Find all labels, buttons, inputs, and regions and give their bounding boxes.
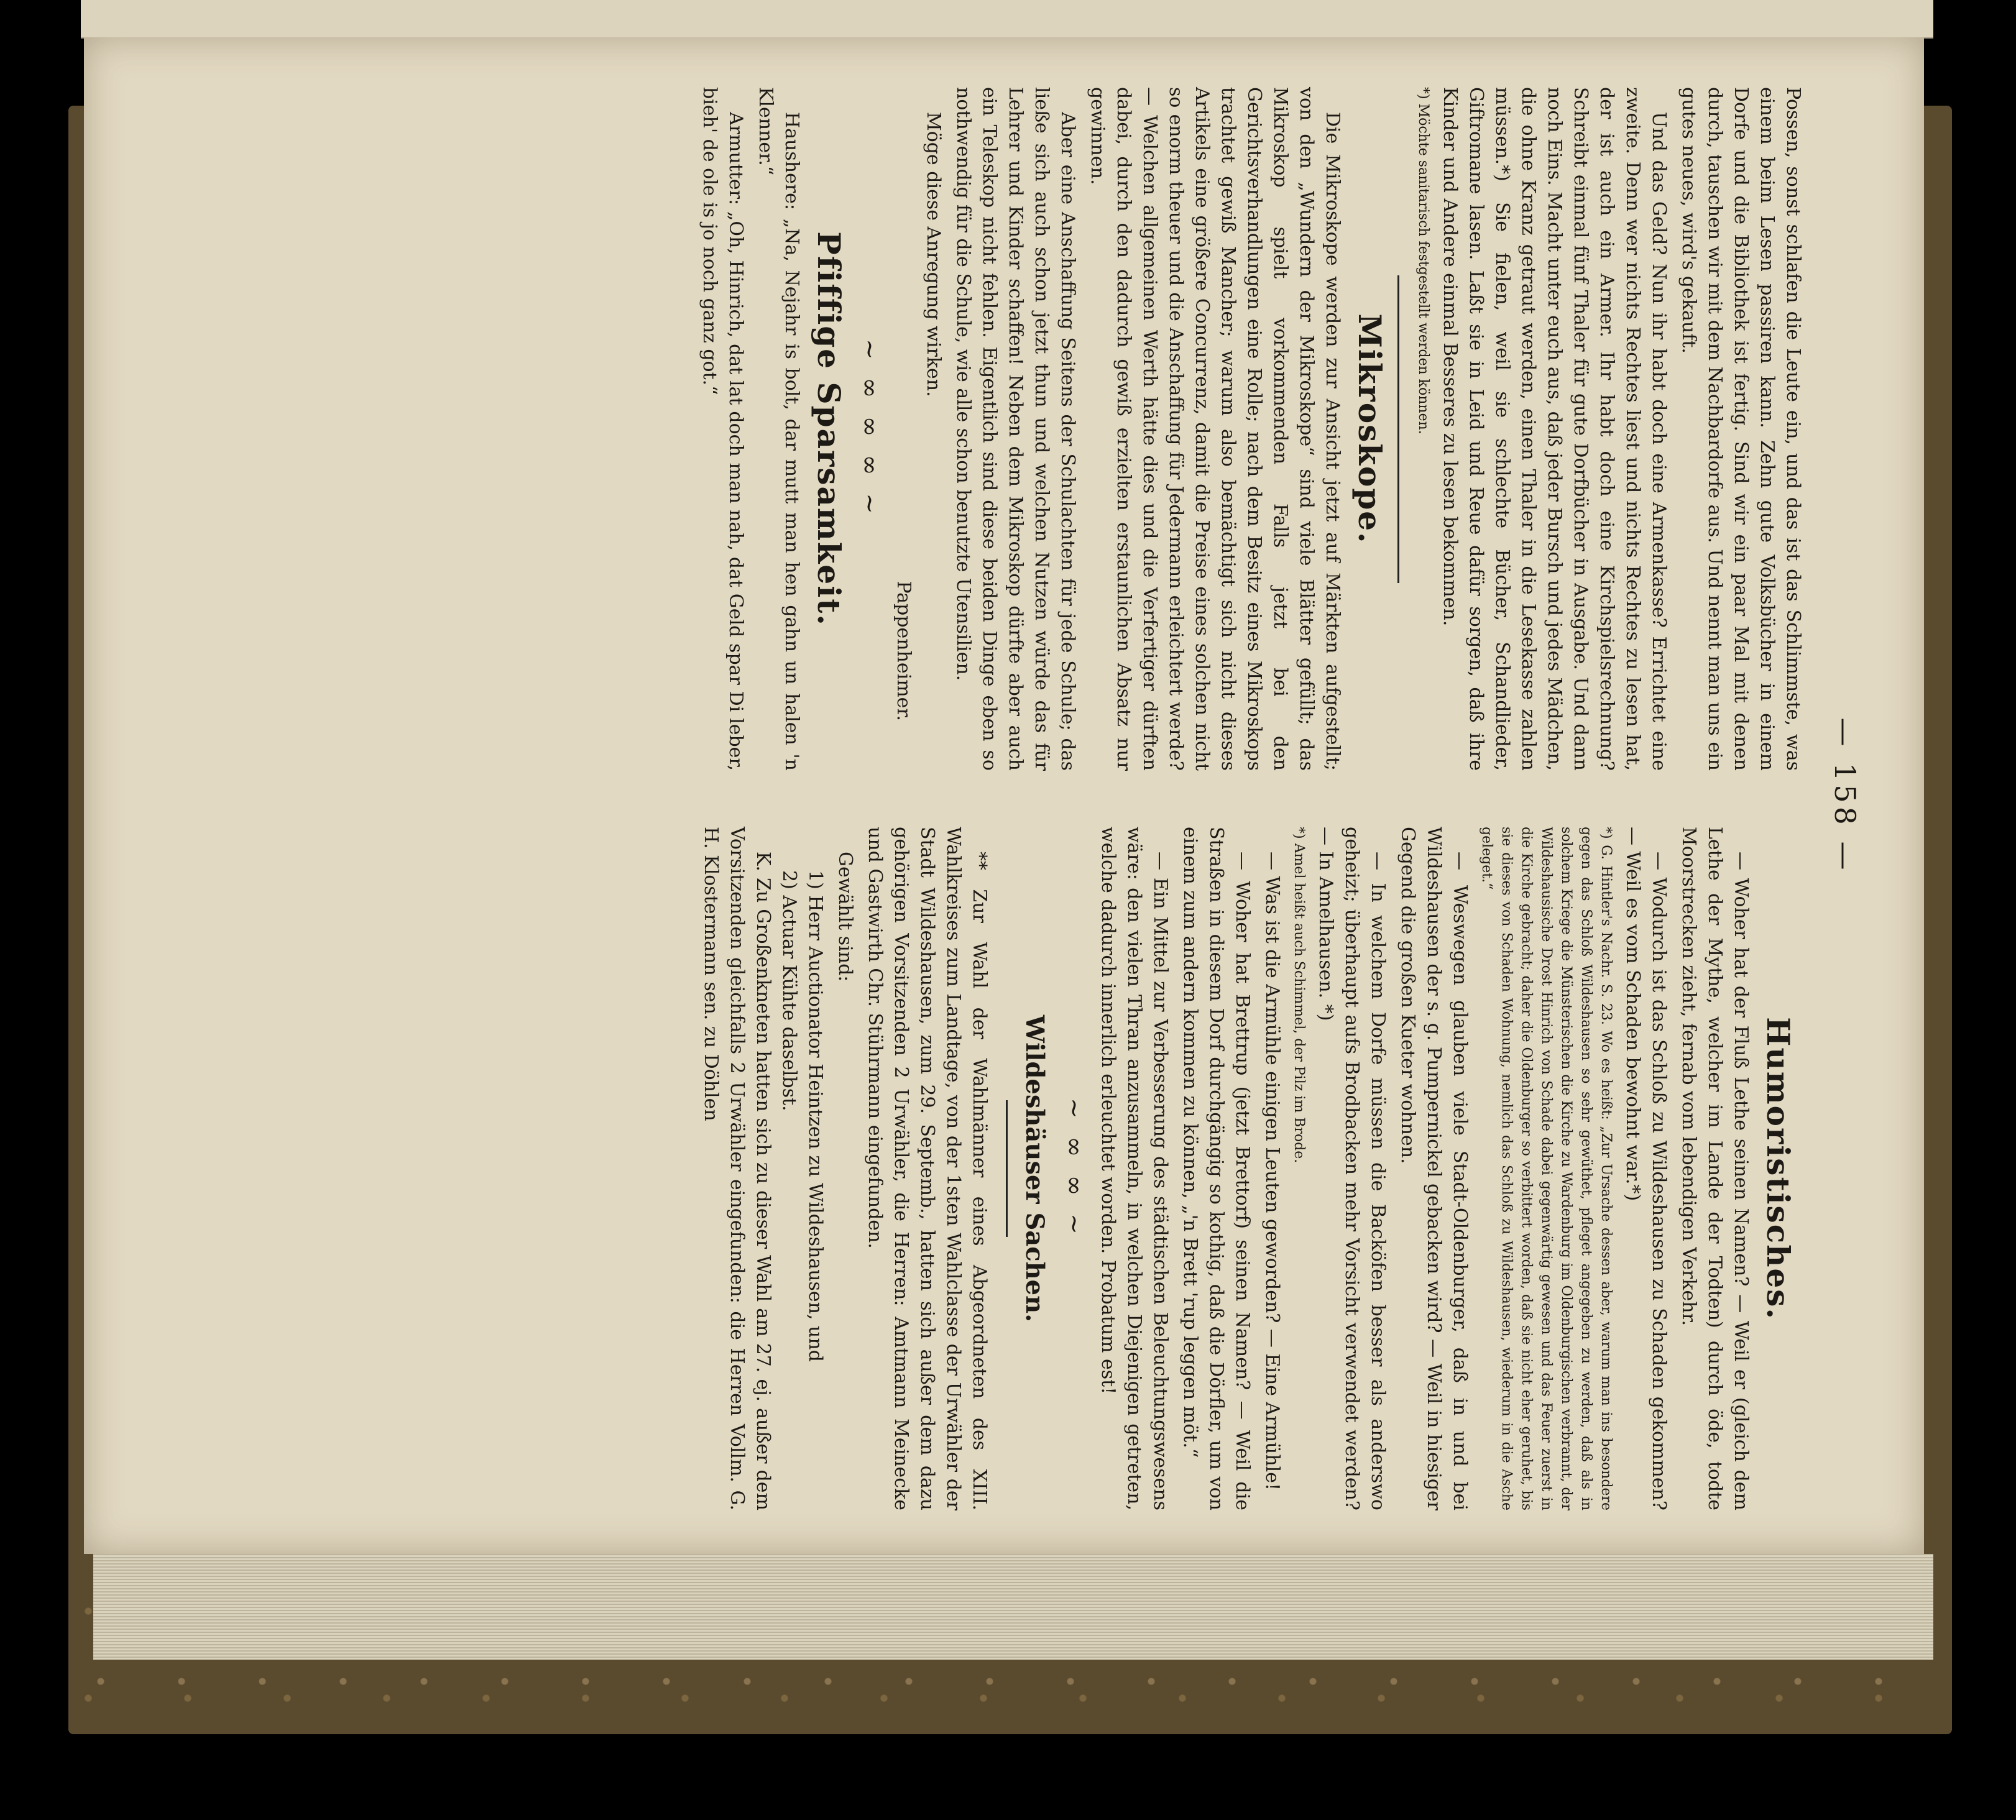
facing-page-edge — [81, 0, 1933, 39]
left-column — [693, 87, 1806, 771]
paragraph: — Was ist die Armühle einigen Leuten geworden? — Eine Armühle! — [1261, 852, 1283, 1491]
page-edges — [93, 1554, 1933, 1660]
paragraph: — Wodurch ist das Schloß zu Wildeshausen zu Schaden gekommen? — Weil es vom Schaden bewohnt war.*) — [1622, 827, 1670, 1510]
signature: Pappenheimer. — [893, 581, 914, 721]
paragraph: Gewählt sind: — [834, 852, 856, 982]
paragraph: — Woher hat der Fluß Lethe seinen Namen? — Weil er (gleich dem Lethe der Mythe, welcher im Lande der Todten) durch öde, todte Moorstrecken zieht, fernab vom lebendigen Verkehr. — [1678, 827, 1752, 1510]
paragraph: ** Zur Wahl der Wahlmänner eines Abgeordneten des XIII. Wahlkreises zum Landtage, von der 1sten Wahlclasse der Urwähler der Stadt Wildeshausen, zum 29. Septemb., hatten sich außer dem dazu gehörigen Vorsitzenden 2 Urwähler, die Herren: Amtmann Meinecke und Gastwirth Chr. Stührmann eingefunden. — [864, 827, 990, 1510]
paragraph: Und das Geld? Nun ihr habt doch eine Armenkasse? Errichtet eine zweite. Denn wer nichts Rechtes liest und nichts Rechtes zu lesen hat, der ist auch ein Armer. Ihr habt doch eine Kirchspielsrechnung? Schreibt einmal fünf Thaler für gute Dorfbücher in Ausgabe. Und dann noch Eins. Macht unter euch aus, daß jeder Bursch und jedes Mädchen, die ohne Kranz getraut werden, einen Thaler in die Lesekasse zahlen müssen.*) Sie fielen, weil sie schlechte Bücher, Schandlieder, Giftromane lasen. Laßt sie in Leid und Reue dafür sorgen, daß ihre Kinder und Andere einmal Besseres zu lesen bekommen. — [1439, 87, 1670, 771]
rotated-page-content — [84, 37, 1924, 1554]
list-item: 2) Actuar Kühte daselbst. — [778, 870, 800, 1111]
book-page — [84, 37, 1924, 1554]
ornament: ~ ∞ ∞ ∞ ~ — [855, 339, 884, 519]
section-heading-mikroskope: Mikroskope. — [1351, 313, 1388, 545]
footnote: *) Möchte sanitarisch festgestellt werden können. — [1415, 87, 1431, 434]
paragraph: — In welchem Dorfe müssen die Backöfen besser als anderswo geheizt; überhaupt aufs Brodbacken mehr Vorsicht verwendet werden? — In Amelhausen. *) — [1315, 827, 1389, 1510]
paragraph: Die Mikroskope werden zur Ansicht jetzt auf Märkten aufgestellt; von den „Wundern der Mikroskope“ sind viele Blätter gefüllt; das Mikroskop spielt vorkommenden Falls jetzt bei den Gerichtsverhandlungen eine Rolle; nach dem Besitz eines Mikroskops trachtet gewiß Mancher; warum also bemächtigt sich nicht dieses Artikels eine größere Concurrenz, damit die Preise eines solchen nicht so enorm theuer und die Anschaffung für Jedermann erleichtert werde? — Welchen allgemeinen Werth hätte dies und die Verfertiger dürften dabei, durch den dadurch gewiß erzielten erstaunlichen Absatz nur gewinnen. — [1087, 87, 1343, 771]
footnote: *) G. Hintler's Nachr. S. 23. Wo es heißt: „Zur Ursache dessen aber, warum man ins besondere gegen das Schloß Wildeshausen so sehr gewüthet, pfleget angegeben zu werden, daß als in solchem Kriege die Münsterischen die Kirche zu Wardenburg im Oldenburgischen verbrannt, der Wildeshausische Drost Hinrich von Schade dabei gegenwärtig gewesen und das Feuer zuerst in die Kirche gebracht; daher die Oldenburger so verbittert worden, daß sie nicht eher geruhet, bis sie dieses von Schaden Wohnung, nemlich das Schloß zu Wildeshausen, wiederum in die Asche geleget.“ — [1479, 827, 1614, 1510]
footnote: *) Amel heißt auch Schimmel, der Pilz im Brode. — [1291, 827, 1307, 1164]
section-heading-humoristisches: Humoristisches. — [1760, 1017, 1797, 1320]
paragraph: Possen, sonst schlafen die Leute ein, und das ist das Schlimmste, was einem beim Lesen passiren kann. Zehn gute Volksbücher in einem Dorfe und die Bibliothek ist fertig. Sind wir ein paar Mal mit denen durch, tauschen wir mit dem Nachbardorfe aus. Und nennt man uns ein gutes neues, wird's gekauft. — [1678, 87, 1804, 771]
paragraph: — Ein Mittel zur Verbesserung des städtischen Beleuchtungswesens wäre: den vielen Thran anzusammeln, in welchen Diejenigen getreten, welche dadurch innerlich erleuchtet worden. Probatum est! — [1097, 827, 1171, 1510]
section-heading-sparsamkeit: Pfiffige Sparsamkeit. — [811, 231, 847, 627]
paragraph: Armutter: „Oh, Hinrich, dat lat doch man nah, dat Geld spar Di leber, bieh' de ole is jo noch ganz got.“ — [699, 87, 747, 771]
paragraph: Aber eine Anschaffung Seitens der Schulachten für jede Schule; das ließe sich auch schon jetzt thun und welchen Nutzen würde das für Lehrer und Kinder schaffen! Neben dem Mikroskop dürfte aber auch ein Teleskop nicht fehlen. Eigentlich sind diese beiden Dinge eben so nothwendig für die Schule, wie alle schon benutzte Utensilien. — [952, 87, 1079, 771]
ornament: ~ ∞ ∞ ~ — [1060, 1098, 1089, 1239]
list-item: 1) Herr Auctionator Heintzen zu Wildeshausen, und — [804, 870, 826, 1362]
paragraph: — Weswegen glauben viele Stadt-Oldenburger, daß in und bei Wildeshausen der s. g. Pumpernickel gebacken wird? — Weil in hiesiger Gegend die großen Kueter wohnen. — [1397, 827, 1471, 1510]
right-column — [694, 827, 1806, 1510]
paragraph: K. Zu Großenkneten hatten sich zu dieser Wahl am 27. ej. außer dem Vorsitzenden gleichfalls 2 Urwähler eingefunden: die Herren Vollm. G. H. Klostermann sen. zu Döhlen — [700, 827, 774, 1510]
paragraph: — Woher hat Brettrup (jetzt Brettorf) seinen Namen? — Weil die Straßen in diesem Dorf durchgängig so kothig, daß die Dörfler, um von einem zum andern kommen zu können, „'n Brett 'rup leggen möt.“ — [1179, 827, 1253, 1510]
divider — [1397, 275, 1399, 583]
divider — [1006, 1100, 1008, 1237]
page-number: — 158 — — [1828, 717, 1862, 874]
section-heading-wildeshaeuser-sachen: Wildeshäuser Sachen. — [1020, 1014, 1049, 1323]
paragraph: Möge diese Anregung wirken. — [923, 112, 944, 397]
paragraph: Haushere: „Na, Nejahr is bolt, dar mutt man hen gahn un halen 'n Klenner.“ — [755, 87, 803, 771]
